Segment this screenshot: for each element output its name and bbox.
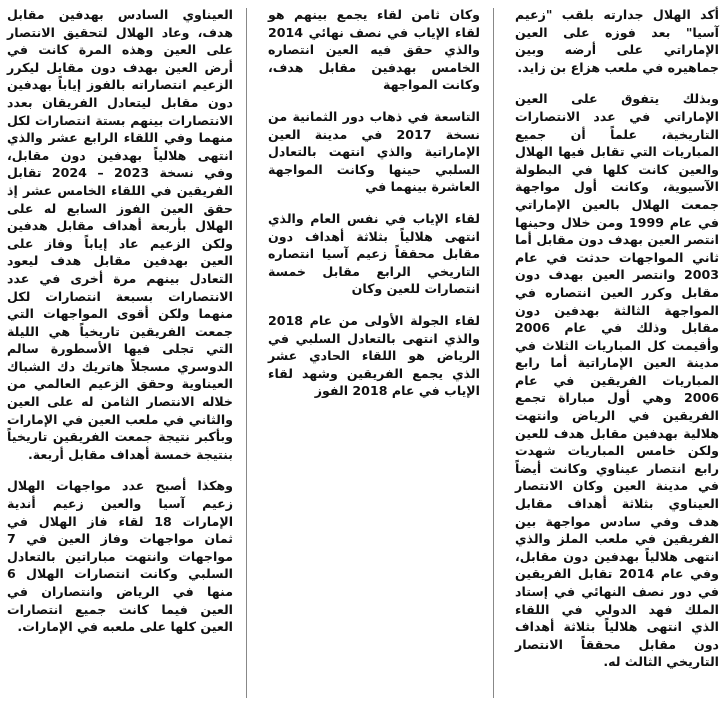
- paragraph: لقاء الإياب في نفس العام والذي انتهى هلالياً بثلاثة أهداف دون مقابل محققاً زعيم آسيا انتصاره التاريخي الرابع مقابل خمسة انتصارات للعين وكان: [268, 210, 480, 297]
- column-divider: [246, 8, 247, 698]
- column-divider: [493, 8, 494, 698]
- article-column-3: [7, 6, 233, 636]
- article-column-1: [515, 6, 719, 671]
- paragraph: التاسعة في ذهاب دور الثمانية من نسخة 2017 في مدينة العين الإماراتية والذي انتهت بالتعادل السلبي حينها وكانت المواجهة العاشرة بينهما في: [268, 108, 480, 195]
- paragraph: العيناوي السادس بهدفين مقابل هدف، وعاد الهلال لتحقيق الانتصار على العين وهذه المرة كانت في أرض العين بهدف دون مقابل ليكرر الزعيم انتصاراته بالفوز إياباً بهدفين دون مقابل ليتعادل الفريقان بعدد الانتصارات بينهم بستة انتصارات لكل منهما وفي اللقاء الرابع عشر والذي انتهى هلالياً بهدفين دون مقابل، وفي نسخة 2023 – 2024 تقابل الفريقين في اللقاء الخامس عشر إذ حقق العين الفوز السابع له على الهلال بأربعة أهداف مقابل هدفين ولكن الزعيم عاد إياباً وفاز على العين بهدفين مقابل هدف ليعود التعادل بينهم مرة أخرى في عدد الانتصارات بسبعة انتصارات لكل منهما ولكن أقوى المواجهات التي جمعت الفريقين تاريخياً هي الليلة التي تجلى فيها الأسطورة سالم الدوسري مسجلاً هاتريك دك الشباك العيناوية وحقق الزعيم العالمي من خلاله الانتصار الثامن له على العين والثاني في ملعب العين في الإمارات وبأكبر نتيجة جمعت الفريقين تاريخياً بنتيجة خمسة أهداف مقابل أربعة.: [7, 7, 233, 462]
- paragraph: وهكذا أصبح عدد مواجهات الهلال زعيم آسيا والعين زعيم أندية الإمارات 18 لقاء فاز الهلال في ثمان مواجهات وفاز العين في 7 مواجهات وانتهت مباراتين بالتعادل السلبي وكانت انتصارات الهلال 6 منها في الرياض وانتصاران في العين فيما كانت جميع انتصارات العين كلها على ملعبه في الإمارات.: [7, 478, 234, 635]
- paragraph: لقاء الجولة الأولى من عام 2018 والذي انتهى بالتعادل السلبي في الرياض هو اللقاء الحادي عشر الذي يجمع الفريقين وشهد لقاء الإياب في عام 2018 الفوز: [268, 312, 480, 399]
- paragraph: أكد الهلال جدارته بلقب "زعيم آسيا" بعد فوزه على العين الإماراتي على أرضه وبين جماهيره في ملعب هزاع بن زايد.: [515, 7, 719, 75]
- paragraph: وبذلك يتفوق على العين الإماراتي في عدد الانتصارات التاريخية، علماً أن جميع المباريات التي تقابل فيها الهلال والعين كانت كلها في البطولة الآسيوية، وكانت أول مواجهة جمعت الهلال بالعين الإماراتي في عام 1999 ومن خلال وحينها انتصر العين بهدف دون مقابل أما ثاني المواجهات حدثت في عام 2003 وانتصر العين بهدف دون مقابل وكرر العين انتصاره في المواجهة الثالثة بهدفين دون مقابل وذلك في عام 2006 وأقيمت كل المباريات الثلاث في مدينة العين الإماراتية أما رابع المباريات الفريقين في عام 2006 وهي أول مباراة تجمع الفريقين في الرياض وانتهت هلالية بهدفين مقابل هدف للعين ولكن خامس المباريات شهدت رابع انتصار عيناوي وكانت أيضاً في مدينة العين وكان الانتصار العيناوي بثلاثة أهداف مقابل هدف وفي سادس مواجهة بين الفريقين في ملعب الملز والذي انتهى هلالياً بهدفين دون مقابل، وفي عام 2014 تقابل الفريقين في دور نصف النهائي في إستاد الملك فهد الدولي في اللقاء الذي انتهى هلالياً بثلاثة أهداف دون مقابل محققاً الانتصار التاريخي الثالث له.: [515, 91, 719, 670]
- article-column-2: [268, 6, 480, 400]
- paragraph: وكان ثامن لقاء يجمع بينهم هو لقاء الإياب في نصف نهائي 2014 والذي حقق فيه العين انتصاره الخامس بهدفين مقابل هدف، وكانت المواجهة: [268, 7, 480, 93]
